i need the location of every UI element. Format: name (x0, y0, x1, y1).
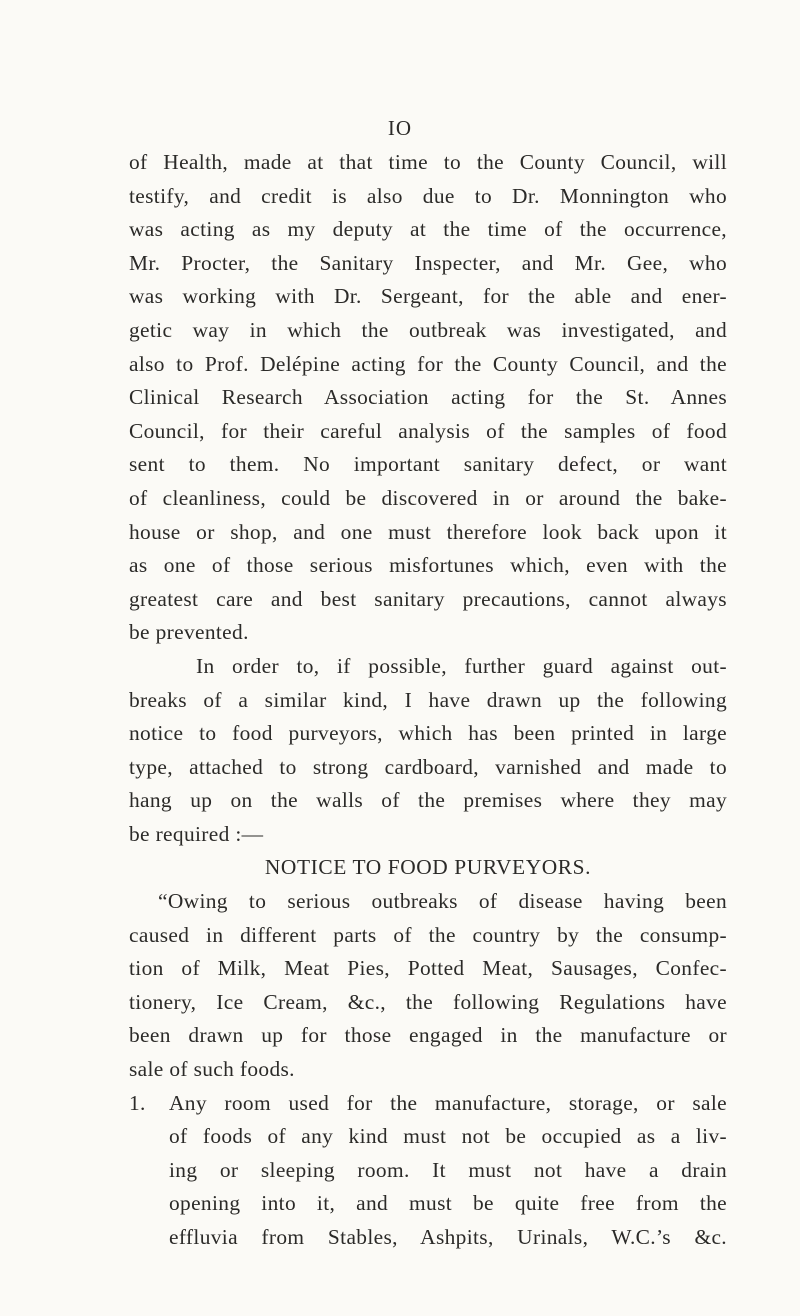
text-line: sale of such foods. (129, 1057, 295, 1082)
text-line: tionery, Ice Cream, &c., the following Regulations have (129, 989, 727, 1014)
text-line: notice to food purveyors, which has been printed in large (129, 721, 727, 746)
text-line: house or shop, and one must therefore look back upon it (129, 519, 727, 544)
regulation-text: Any room used for the manufacture, storage, or sale (169, 1090, 727, 1115)
notice-heading: NOTICE TO FOOD PURVEYORS. (264, 855, 592, 880)
text-line (129, 1087, 727, 1121)
text-line: type, attached to strong cardboard, varnished and made to (129, 754, 727, 779)
text-line: opening into it, and must be quite free from the (169, 1191, 727, 1216)
text-line: effluvia from Stables, Ashpits, Urinals, W.C.’s &c. (169, 1225, 727, 1249)
text-line: Mr. Procter, the Sanitary Inspecter, and Mr. Gee, who (129, 250, 727, 275)
text-line: “Owing to serious outbreaks of disease having been (158, 889, 727, 914)
text-line: Clinical Research Association acting for the St. Annes (129, 385, 727, 410)
text-line: breaks of a similar kind, I have drawn up the following (129, 687, 727, 712)
paragraph-notice-intro (129, 650, 727, 852)
text-line: of Health, made at that time to the County Council, will (129, 150, 727, 174)
text-line: Council, for their careful analysis of the samples of food (129, 418, 727, 443)
text-line: also to Prof. Delépine acting for the County Council, and the (129, 351, 727, 376)
text-line: was working with Dr. Sergeant, for the able and ener- (129, 284, 727, 309)
text-line: greatest care and best sanitary precautions, cannot always (129, 586, 727, 611)
text-line: be prevented. (129, 620, 249, 645)
text-line: ing or sleeping room. It must not have a drain (169, 1157, 727, 1182)
text-line: as one of those serious misfortunes which, even with the (129, 553, 727, 578)
text-line: In order to, if possible, further guard against out- (196, 653, 727, 678)
body-text (129, 146, 727, 1255)
text-line: testify, and credit is also due to Dr. Monnington who (129, 183, 727, 208)
text-line: was acting as my deputy at the time of the occurrence, (129, 217, 727, 242)
paragraph-acknowledgements (129, 146, 727, 650)
notice-quote (129, 885, 727, 1087)
text-line: of foods of any kind must not be occupied as a liv- (169, 1124, 727, 1149)
text-line: sent to them. No important sanitary defect, or want (129, 452, 727, 477)
text-line: hang up on the walls of the premises where they may (129, 788, 727, 813)
regulation-number: 1. (129, 1090, 146, 1115)
text-line: of cleanliness, could be discovered in or around the bake- (129, 485, 727, 510)
text-line: caused in different parts of the country by the consump- (129, 922, 727, 947)
text-line: getic way in which the outbreak was investigated, and (129, 317, 727, 342)
regulation-item (129, 1087, 727, 1255)
text-line: be required :— (129, 821, 264, 846)
text-line: tion of Milk, Meat Pies, Potted Meat, Sausages, Confec- (129, 956, 727, 981)
page-number: IO (387, 116, 413, 140)
text-line: been drawn up for those engaged in the manufacture or (129, 1023, 727, 1048)
